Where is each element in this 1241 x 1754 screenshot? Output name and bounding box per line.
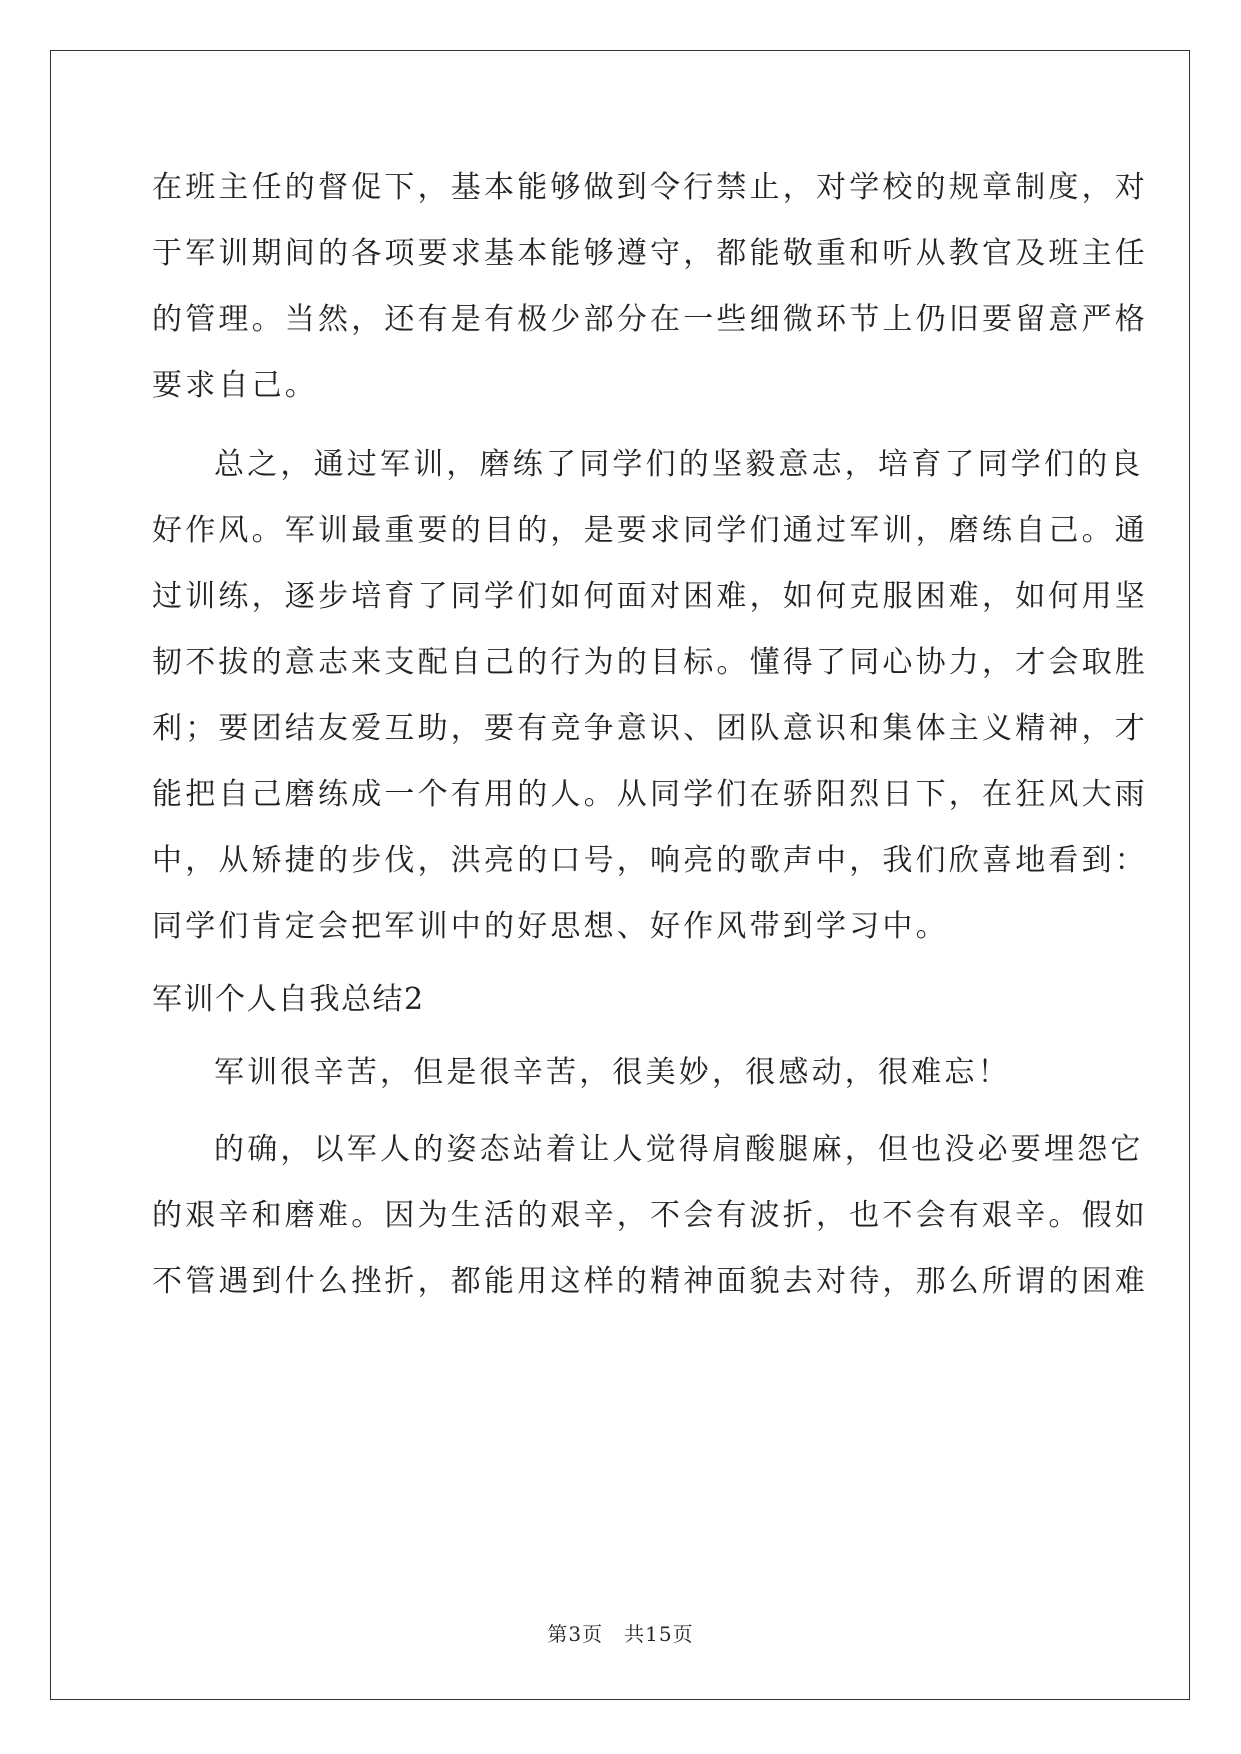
body-line: 在班主任的督促下，基本能够做到令行禁止，对学校的规章制度，对 [152, 170, 1148, 205]
body-line: 的管理。当然，还有是有极少部分在一些细微环节上仍旧要留意严格 [152, 302, 1148, 337]
body-line: 不管遇到什么挫折，都能用这样的精神面貌去对待，那么所谓的困难 [152, 1264, 1148, 1299]
body-line: 能把自己磨练成一个有用的人。从同学们在骄阳烈日下，在狂风大雨 [152, 777, 1148, 812]
paragraph-first-line: 军训很辛苦，但是很辛苦，很美妙，很感动，很难忘！ [214, 1055, 1011, 1090]
body-line: 的艰辛和磨难。因为生活的艰辛，不会有波折，也不会有艰辛。假如 [152, 1198, 1148, 1233]
body-line: 利；要团结友爱互助，要有竞争意识、团队意识和集体主义精神，才 [152, 711, 1148, 746]
body-line: 同学们肯定会把军训中的好思想、好作风带到学习中。 [152, 909, 949, 944]
body-line: 韧不拔的意志来支配自己的行为的目标。懂得了同心协力，才会取胜 [152, 645, 1148, 680]
body-line: 于军训期间的各项要求基本能够遵守，都能敬重和听从教官及班主任 [152, 236, 1148, 271]
section-heading: 军训个人自我总结2 [152, 982, 425, 1017]
paragraph-first-line: 总之，通过军训，磨练了同学们的坚毅意志，培育了同学们的良 [214, 447, 1144, 482]
body-line: 好作风。军训最重要的目的，是要求同学们通过军训，磨练自己。通 [152, 513, 1148, 548]
body-line: 中，从矫捷的步伐，洪亮的口号，响亮的歌声中，我们欣喜地看到： [152, 843, 1148, 878]
body-line: 过训练，逐步培育了同学们如何面对困难，如何克服困难，如何用坚 [152, 579, 1148, 614]
page-number-footer: 第3页 共15页 [547, 1622, 694, 1646]
paragraph-first-line: 的确，以军人的姿态站着让人觉得肩酸腿麻，但也没必要埋怨它 [214, 1132, 1144, 1167]
body-line: 要求自己。 [152, 368, 318, 403]
